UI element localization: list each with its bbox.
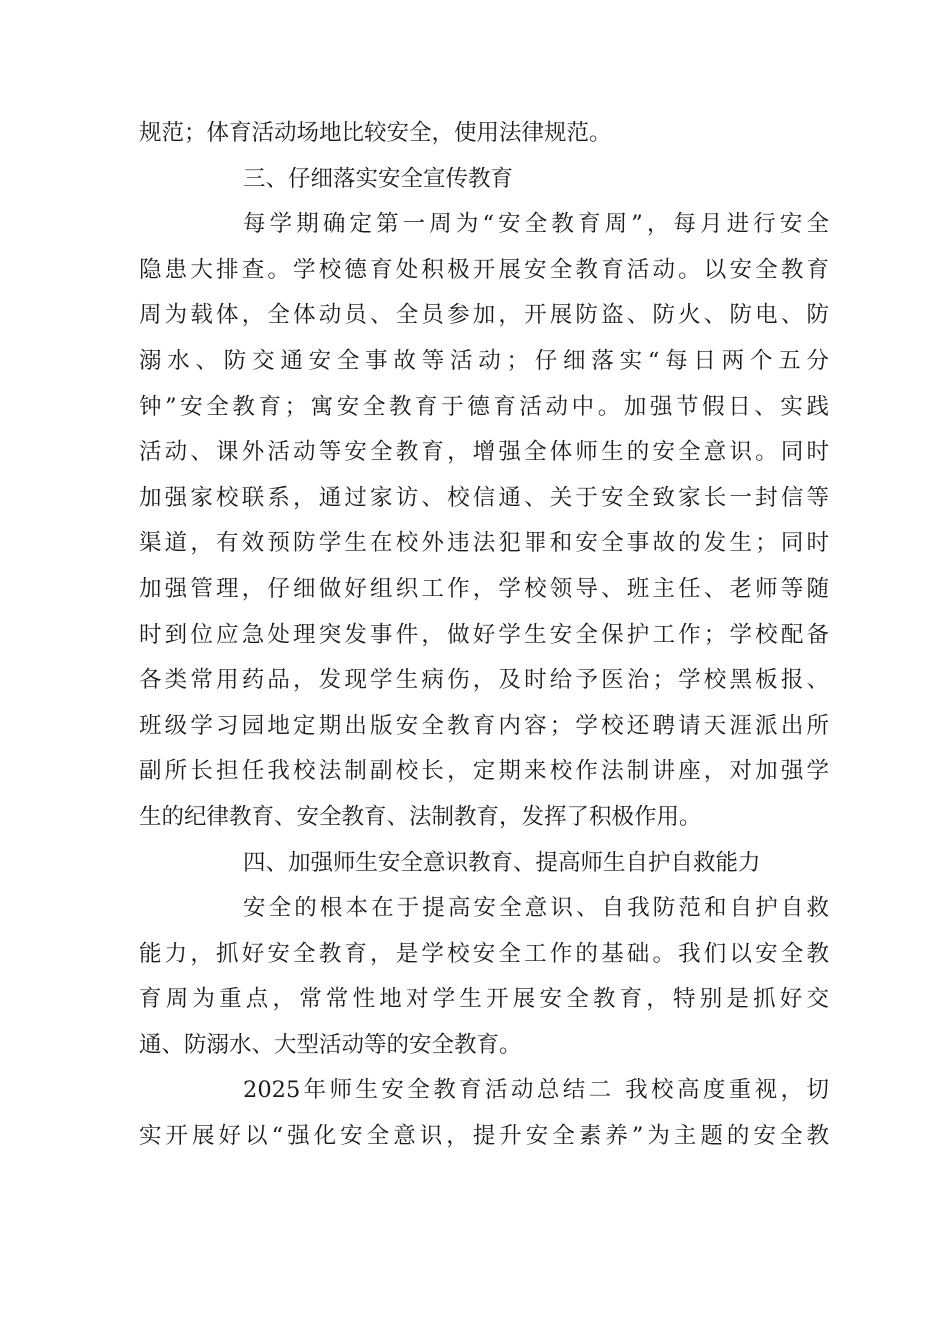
paragraph-line: 每学期确定第一周为“安全教育周”，每月进行安全: [243, 211, 829, 238]
paragraph-line: 能力，抓好安全教育，是学校安全工作的基础。我们以安全教: [139, 940, 829, 967]
paragraph-line: 渠道，有效预防学生在校外违法犯罪和安全事故的发生；同时: [139, 530, 829, 557]
paragraph-line: 活动、课外活动等安全教育，增强全体师生的安全意识。同时: [139, 439, 829, 466]
paragraph-line: 安全的根本在于提高安全意识、自我防范和自护自救: [243, 895, 829, 922]
paragraph-line: 加强管理，仔细做好组织工作，学校领导、班主任、老师等随: [139, 575, 829, 602]
paragraph-line: 溺水、防交通安全事故等活动；仔细落实“每日两个五分: [139, 347, 829, 374]
section-heading-4: 四、加强师生安全意识教育、提高师生自护自救能力: [243, 849, 761, 876]
paragraph-line: 加强家校联系，通过家访、校信通、关于安全致家长一封信等: [139, 484, 829, 511]
paragraph-line: 各类常用药品，发现学生病伤，及时给予医治；学校黑板报、: [139, 667, 829, 694]
paragraph-line: 钟”安全教育；寓安全教育于德育活动中。加强节假日、实践: [139, 393, 829, 420]
paragraph-line: 实开展好以“强化安全意识，提升安全素养”为主题的安全教: [139, 1123, 829, 1150]
paragraph-line: 周为载体，全体动员、全员参加，开展防盗、防火、防电、防: [139, 302, 829, 329]
paragraph-line: 育周为重点，常常性地对学生开展安全教育，特别是抓好交: [139, 986, 829, 1013]
paragraph-line: 规范；体育活动场地比较安全，使用法律规范。: [139, 120, 612, 146]
paragraph-line: 通、防溺水、大型活动等的安全教育。: [139, 1031, 522, 1058]
paragraph-line: 时到位应急处理突发事件，做好学生安全保护工作；学校配备: [139, 621, 829, 648]
paragraph-line: 隐患大排查。学校德育处积极开展安全教育活动。以安全教育: [139, 256, 829, 283]
paragraph-line: 2025年师生安全教育活动总结二 我校高度重视，切: [243, 1077, 829, 1104]
document-body: [139, 111, 829, 1160]
paragraph-line: 生的纪律教育、安全教育、法制教育，发挥了积极作用。: [139, 803, 702, 830]
section-heading-3: 三、仔细落实安全宣传教育: [243, 165, 514, 192]
paragraph-line: 副所长担任我校法制副校长，定期来校作法制讲座，对加强学: [139, 758, 829, 785]
paragraph-line: 班级学习园地定期出版安全教育内容；学校还聘请天涯派出所: [139, 712, 829, 739]
